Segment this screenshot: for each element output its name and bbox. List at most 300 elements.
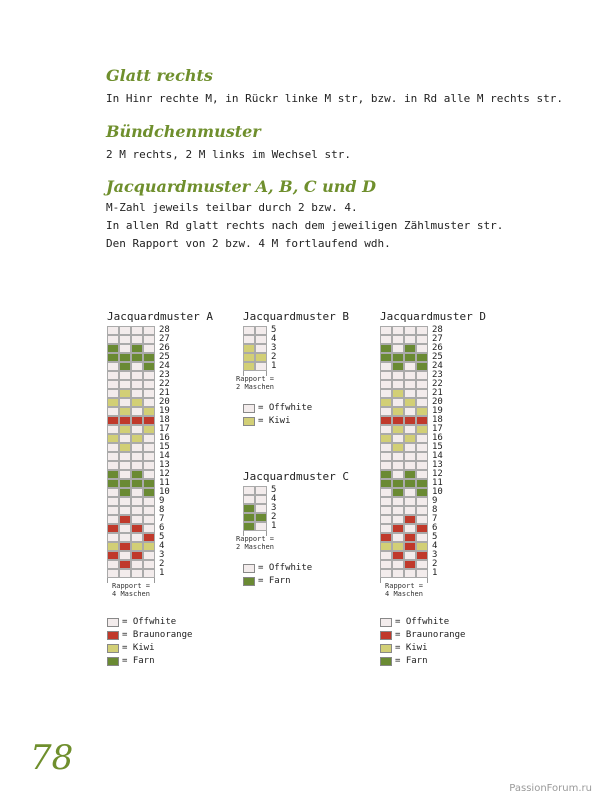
chart-title: Jacquardmuster D — [380, 310, 486, 323]
stitch-cell-farn — [119, 488, 131, 497]
heading-glatt-rechts: Glatt rechts — [106, 66, 213, 85]
heading-buendchenmuster: Bündchenmuster — [106, 122, 261, 141]
stitch-cell-offwhite — [404, 380, 416, 389]
stitch-cell-offwhite — [143, 452, 155, 461]
stitch-cell-kiwi — [392, 443, 404, 452]
stitch-cell-offwhite — [380, 362, 392, 371]
row-number: 19 — [432, 406, 443, 416]
stitch-cell-offwhite — [392, 497, 404, 506]
row-number: 23 — [159, 370, 170, 380]
row-number: 13 — [159, 460, 170, 470]
stitch-cell-offwhite — [392, 398, 404, 407]
stitch-cell-farn — [416, 479, 428, 488]
stitch-cell-kiwi — [119, 443, 131, 452]
stitch-cell-offwhite — [143, 443, 155, 452]
stitch-cell-offwhite — [380, 425, 392, 434]
stitch-cell-offwhite — [107, 569, 119, 578]
legend-label: = Kiwi — [122, 643, 155, 653]
legend-label: = Offwhite — [122, 617, 177, 627]
stitch-cell-offwhite — [107, 506, 119, 515]
stitch-cell-kiwi — [143, 407, 155, 416]
stitch-cell-offwhite — [380, 380, 392, 389]
row-number: 11 — [159, 478, 170, 488]
stitch-cell-offwhite — [416, 569, 428, 578]
stitch-cell-offwhite — [131, 560, 143, 569]
stitch-cell-offwhite — [416, 506, 428, 515]
stitch-cell-offwhite — [119, 452, 131, 461]
stitch-cell-offwhite — [119, 524, 131, 533]
legend-swatch — [243, 404, 255, 413]
stitch-cell-braunorange — [404, 542, 416, 551]
stitch-cell-offwhite — [404, 371, 416, 380]
stitch-cell-offwhite — [255, 344, 267, 353]
stitch-cell-offwhite — [119, 533, 131, 542]
stitch-cell-offwhite — [380, 407, 392, 416]
page-number: 78 — [30, 738, 74, 778]
stitch-cell-offwhite — [119, 335, 131, 344]
row-number: 5 — [271, 485, 277, 495]
stitch-cell-offwhite — [416, 380, 428, 389]
stitch-cell-braunorange — [119, 542, 131, 551]
stitch-cell-farn — [392, 479, 404, 488]
stitch-cell-offwhite — [131, 335, 143, 344]
stitch-cell-braunorange — [404, 515, 416, 524]
stitch-cell-braunorange — [404, 416, 416, 425]
stitch-cell-offwhite — [392, 434, 404, 443]
legend-item-offwhite — [107, 616, 176, 628]
stitch-cell-offwhite — [131, 515, 143, 524]
row-number: 2 — [271, 512, 277, 522]
stitch-cell-farn — [143, 353, 155, 362]
stitch-cell-offwhite — [131, 380, 143, 389]
stitch-cell-braunorange — [392, 416, 404, 425]
stitch-cell-offwhite — [404, 362, 416, 371]
stitch-cell-kiwi — [119, 389, 131, 398]
row-number: 25 — [432, 352, 443, 362]
stitch-cell-farn — [107, 470, 119, 479]
stitch-cell-offwhite — [107, 407, 119, 416]
stitch-cell-kiwi — [255, 353, 267, 362]
stitch-cell-farn — [243, 513, 255, 522]
stitch-cell-offwhite — [416, 335, 428, 344]
stitch-cell-offwhite — [143, 569, 155, 578]
stitch-cell-braunorange — [380, 416, 392, 425]
legend-item-farn — [243, 575, 291, 587]
stitch-cell-offwhite — [380, 497, 392, 506]
stitch-cell-farn — [119, 353, 131, 362]
stitch-cell-braunorange — [404, 533, 416, 542]
row-number: 4 — [159, 541, 165, 551]
watermark: PassionForum.ru — [509, 783, 592, 794]
stitch-cell-offwhite — [416, 443, 428, 452]
row-number: 8 — [159, 505, 165, 515]
row-number: 3 — [159, 550, 165, 560]
stitch-cell-kiwi — [392, 407, 404, 416]
stitch-cell-kiwi — [131, 434, 143, 443]
stitch-cell-kiwi — [392, 542, 404, 551]
row-number: 24 — [159, 361, 170, 371]
row-number: 26 — [432, 343, 443, 353]
legend-label: = Braunorange — [122, 630, 193, 640]
stitch-cell-offwhite — [131, 443, 143, 452]
stitch-cell-farn — [243, 504, 255, 513]
stitch-cell-kiwi — [404, 434, 416, 443]
stitch-cell-farn — [404, 353, 416, 362]
stitch-cell-offwhite — [380, 389, 392, 398]
text-glatt-rechts: In Hinr rechte M, in Rückr linke M str, bzw. in Rd alle M rechts str. — [106, 92, 563, 105]
stitch-cell-offwhite — [107, 326, 119, 335]
row-number: 17 — [432, 424, 443, 434]
stitch-cell-farn — [143, 479, 155, 488]
legend-swatch — [380, 631, 392, 640]
row-number: 1 — [432, 568, 438, 578]
legend-swatch — [380, 644, 392, 653]
stitch-cell-kiwi — [243, 362, 255, 371]
heading-jacquardmuster: Jacquardmuster A, B, C und D — [106, 177, 377, 196]
stitch-cell-offwhite — [392, 326, 404, 335]
row-number: 27 — [432, 334, 443, 344]
stitch-cell-braunorange — [404, 560, 416, 569]
text-jacquard-line-3: Den Rapport von 2 bzw. 4 M fortlaufend wdh. — [106, 237, 391, 250]
stitch-cell-offwhite — [416, 344, 428, 353]
row-number: 13 — [432, 460, 443, 470]
stitch-cell-offwhite — [143, 461, 155, 470]
row-number: 14 — [432, 451, 443, 461]
row-number: 7 — [432, 514, 438, 524]
legend-swatch — [107, 631, 119, 640]
stitch-cell-offwhite — [131, 461, 143, 470]
stitch-cell-braunorange — [143, 533, 155, 542]
stitch-cell-offwhite — [119, 461, 131, 470]
legend-swatch — [380, 657, 392, 666]
stitch-cell-farn — [404, 470, 416, 479]
stitch-cell-offwhite — [243, 495, 255, 504]
stitch-cell-offwhite — [392, 470, 404, 479]
stitch-cell-kiwi — [416, 425, 428, 434]
stitch-cell-offwhite — [404, 335, 416, 344]
row-number: 11 — [432, 478, 443, 488]
stitch-cell-offwhite — [404, 407, 416, 416]
stitch-cell-offwhite — [119, 434, 131, 443]
row-number: 16 — [432, 433, 443, 443]
row-number: 17 — [159, 424, 170, 434]
stitch-cell-braunorange — [416, 524, 428, 533]
row-number: 10 — [159, 487, 170, 497]
rapport-label: Rapport = 4 Maschen — [112, 582, 150, 598]
stitch-cell-offwhite — [416, 533, 428, 542]
row-number: 28 — [159, 325, 170, 335]
stitch-cell-offwhite — [119, 497, 131, 506]
stitch-cell-farn — [404, 344, 416, 353]
stitch-cell-farn — [119, 479, 131, 488]
stitch-cell-offwhite — [380, 569, 392, 578]
stitch-cell-offwhite — [404, 506, 416, 515]
stitch-cell-kiwi — [404, 398, 416, 407]
text-jacquard-line-2: In allen Rd glatt rechts nach dem jeweiligen Zählmuster str. — [106, 219, 504, 232]
legend-swatch — [243, 417, 255, 426]
legend-label: = Farn — [122, 656, 155, 666]
stitch-cell-offwhite — [143, 398, 155, 407]
stitch-cell-farn — [107, 344, 119, 353]
stitch-cell-offwhite — [131, 497, 143, 506]
stitch-cell-offwhite — [392, 533, 404, 542]
stitch-cell-offwhite — [243, 486, 255, 495]
stitch-cell-offwhite — [392, 452, 404, 461]
stitch-cell-braunorange — [119, 560, 131, 569]
legend-item-offwhite — [380, 616, 449, 628]
stitch-cell-offwhite — [392, 515, 404, 524]
stitch-cell-offwhite — [107, 560, 119, 569]
stitch-cell-kiwi — [416, 542, 428, 551]
row-number: 26 — [159, 343, 170, 353]
stitch-cell-offwhite — [143, 344, 155, 353]
row-number: 18 — [159, 415, 170, 425]
row-number: 15 — [432, 442, 443, 452]
row-number: 19 — [159, 406, 170, 416]
row-number: 24 — [432, 361, 443, 371]
stitch-cell-kiwi — [380, 434, 392, 443]
stitch-cell-offwhite — [416, 326, 428, 335]
stitch-cell-farn — [119, 362, 131, 371]
stitch-cell-offwhite — [131, 326, 143, 335]
stitch-cell-offwhite — [107, 497, 119, 506]
stitch-cell-braunorange — [107, 416, 119, 425]
legend-label: = Offwhite — [258, 403, 313, 413]
stitch-cell-offwhite — [107, 533, 119, 542]
row-number: 1 — [159, 568, 165, 578]
stitch-cell-braunorange — [107, 551, 119, 560]
stitch-cell-farn — [380, 344, 392, 353]
legend-item-braunorange — [380, 629, 465, 641]
stitch-cell-offwhite — [404, 389, 416, 398]
stitch-cell-offwhite — [131, 425, 143, 434]
row-number: 9 — [432, 496, 438, 506]
chart-title: Jacquardmuster C — [243, 470, 349, 483]
stitch-cell-farn — [131, 344, 143, 353]
stitch-cell-offwhite — [119, 380, 131, 389]
row-number: 10 — [432, 487, 443, 497]
stitch-cell-farn — [380, 470, 392, 479]
stitch-cell-kiwi — [107, 434, 119, 443]
stitch-cell-offwhite — [143, 326, 155, 335]
stitch-cell-offwhite — [107, 443, 119, 452]
row-number: 1 — [271, 521, 277, 531]
stitch-cell-offwhite — [392, 380, 404, 389]
stitch-cell-offwhite — [416, 398, 428, 407]
stitch-cell-kiwi — [131, 398, 143, 407]
row-number: 5 — [271, 325, 277, 335]
stitch-cell-offwhite — [243, 326, 255, 335]
stitch-cell-offwhite — [416, 371, 428, 380]
text-jacquard-line-1: M-Zahl jeweils teilbar durch 2 bzw. 4. — [106, 201, 358, 214]
stitch-cell-offwhite — [119, 326, 131, 335]
stitch-cell-offwhite — [380, 452, 392, 461]
row-number: 2 — [271, 352, 277, 362]
legend-item-kiwi — [243, 415, 291, 427]
stitch-cell-offwhite — [380, 506, 392, 515]
stitch-cell-offwhite — [143, 515, 155, 524]
stitch-cell-offwhite — [380, 551, 392, 560]
stitch-cell-farn — [131, 479, 143, 488]
stitch-cell-kiwi — [143, 542, 155, 551]
stitch-cell-offwhite — [404, 524, 416, 533]
stitch-cell-offwhite — [131, 506, 143, 515]
legend-item-farn — [107, 655, 155, 667]
stitch-cell-offwhite — [392, 506, 404, 515]
stitch-cell-offwhite — [392, 560, 404, 569]
stitch-cell-offwhite — [107, 389, 119, 398]
stitch-cell-offwhite — [380, 488, 392, 497]
stitch-cell-braunorange — [416, 551, 428, 560]
stitch-cell-offwhite — [119, 551, 131, 560]
stitch-cell-farn — [243, 522, 255, 531]
stitch-cell-kiwi — [119, 425, 131, 434]
stitch-cell-offwhite — [143, 524, 155, 533]
row-number: 21 — [432, 388, 443, 398]
stitch-cell-offwhite — [131, 389, 143, 398]
stitch-cell-offwhite — [392, 569, 404, 578]
legend-swatch — [107, 644, 119, 653]
stitch-cell-offwhite — [107, 515, 119, 524]
stitch-cell-kiwi — [416, 407, 428, 416]
stitch-cell-farn — [143, 488, 155, 497]
stitch-cell-farn — [392, 353, 404, 362]
stitch-cell-kiwi — [243, 344, 255, 353]
stitch-cell-offwhite — [380, 443, 392, 452]
stitch-cell-offwhite — [392, 344, 404, 353]
row-number: 14 — [159, 451, 170, 461]
stitch-cell-offwhite — [380, 335, 392, 344]
stitch-cell-braunorange — [392, 524, 404, 533]
rapport-label: Rapport = 2 Maschen — [236, 375, 274, 391]
stitch-cell-offwhite — [404, 497, 416, 506]
legend-label: = Kiwi — [258, 416, 291, 426]
chart-title: Jacquardmuster A — [107, 310, 213, 323]
stitch-cell-offwhite — [119, 569, 131, 578]
stitch-cell-offwhite — [255, 486, 267, 495]
stitch-cell-offwhite — [107, 425, 119, 434]
row-number: 4 — [432, 541, 438, 551]
stitch-cell-offwhite — [143, 497, 155, 506]
stitch-cell-offwhite — [107, 362, 119, 371]
legend-swatch — [107, 618, 119, 627]
legend-label: = Kiwi — [395, 643, 428, 653]
stitch-cell-offwhite — [380, 371, 392, 380]
legend-swatch — [107, 657, 119, 666]
stitch-cell-offwhite — [143, 380, 155, 389]
legend-label: = Braunorange — [395, 630, 466, 640]
stitch-cell-braunorange — [380, 533, 392, 542]
stitch-cell-farn — [131, 470, 143, 479]
stitch-cell-offwhite — [416, 560, 428, 569]
legend-item-kiwi — [380, 642, 428, 654]
stitch-cell-farn — [131, 353, 143, 362]
stitch-cell-offwhite — [404, 452, 416, 461]
legend-label: = Farn — [395, 656, 428, 666]
stitch-cell-offwhite — [131, 371, 143, 380]
stitch-cell-offwhite — [131, 533, 143, 542]
stitch-cell-kiwi — [380, 542, 392, 551]
stitch-cell-offwhite — [255, 326, 267, 335]
stitch-cell-offwhite — [131, 362, 143, 371]
row-number: 23 — [432, 370, 443, 380]
stitch-cell-offwhite — [255, 495, 267, 504]
stitch-cell-farn — [255, 513, 267, 522]
stitch-cell-offwhite — [404, 488, 416, 497]
stitch-cell-offwhite — [416, 389, 428, 398]
stitch-cell-offwhite — [119, 344, 131, 353]
stitch-cell-farn — [404, 479, 416, 488]
stitch-cell-kiwi — [119, 407, 131, 416]
row-number: 3 — [432, 550, 438, 560]
stitch-cell-farn — [416, 488, 428, 497]
stitch-cell-offwhite — [404, 443, 416, 452]
stitch-cell-offwhite — [392, 335, 404, 344]
row-number: 20 — [159, 397, 170, 407]
stitch-cell-offwhite — [416, 434, 428, 443]
row-number: 2 — [159, 559, 165, 569]
stitch-cell-kiwi — [107, 398, 119, 407]
row-number: 15 — [159, 442, 170, 452]
stitch-cell-offwhite — [380, 515, 392, 524]
stitch-cell-farn — [392, 362, 404, 371]
stitch-cell-farn — [143, 362, 155, 371]
row-number: 4 — [271, 334, 277, 344]
legend-swatch — [380, 618, 392, 627]
stitch-cell-farn — [107, 479, 119, 488]
row-number: 12 — [159, 469, 170, 479]
row-number: 20 — [432, 397, 443, 407]
stitch-cell-braunorange — [416, 416, 428, 425]
stitch-cell-offwhite — [392, 371, 404, 380]
stitch-cell-braunorange — [119, 416, 131, 425]
stitch-cell-kiwi — [143, 425, 155, 434]
stitch-cell-offwhite — [255, 335, 267, 344]
stitch-cell-braunorange — [392, 551, 404, 560]
rapport-label: Rapport = 2 Maschen — [236, 535, 274, 551]
row-number: 5 — [159, 532, 165, 542]
stitch-cell-offwhite — [404, 326, 416, 335]
row-number: 6 — [432, 523, 438, 533]
legend-swatch — [243, 577, 255, 586]
stitch-cell-offwhite — [243, 335, 255, 344]
legend-item-farn — [380, 655, 428, 667]
stitch-cell-farn — [380, 353, 392, 362]
stitch-cell-offwhite — [119, 398, 131, 407]
stitch-cell-farn — [392, 488, 404, 497]
stitch-cell-offwhite — [107, 335, 119, 344]
rapport-label: Rapport = 4 Maschen — [385, 582, 423, 598]
stitch-cell-offwhite — [131, 569, 143, 578]
stitch-cell-offwhite — [255, 504, 267, 513]
stitch-cell-offwhite — [107, 380, 119, 389]
stitch-cell-offwhite — [143, 470, 155, 479]
stitch-cell-offwhite — [143, 560, 155, 569]
text-buendchenmuster: 2 M rechts, 2 M links im Wechsel str. — [106, 148, 352, 161]
stitch-cell-offwhite — [119, 470, 131, 479]
stitch-cell-kiwi — [131, 542, 143, 551]
row-number: 6 — [159, 523, 165, 533]
stitch-cell-offwhite — [107, 488, 119, 497]
stitch-cell-braunorange — [119, 515, 131, 524]
stitch-cell-offwhite — [255, 362, 267, 371]
stitch-cell-offwhite — [143, 335, 155, 344]
row-number: 7 — [159, 514, 165, 524]
row-number: 12 — [432, 469, 443, 479]
stitch-cell-offwhite — [404, 569, 416, 578]
stitch-cell-offwhite — [143, 506, 155, 515]
stitch-cell-offwhite — [131, 488, 143, 497]
